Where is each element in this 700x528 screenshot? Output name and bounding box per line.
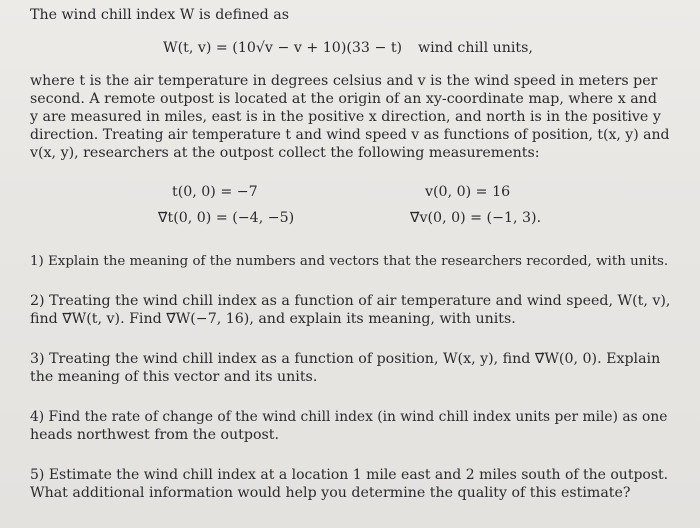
- question-5-line-1: 5) Estimate the wind chill index at a location 1 mile east and 2 miles south of the outpost.: [30, 467, 669, 483]
- question-3-line-1: 3) Treating the wind chill index as a function of position, W(x, y), find ∇⃗W(0, 0). Explain: [30, 351, 661, 367]
- setup-line-1: where t is the air temperature in degrees celsius and v is the wind speed in meters per: [30, 73, 658, 89]
- question-4-line-2: heads northwest from the outpost.: [30, 427, 279, 443]
- wind-speed-value: v(0, 0) = 16: [425, 184, 511, 200]
- question-2-line-1: 2) Treating the wind chill index as a function of air temperature and wind speed, W(t, v),: [30, 293, 671, 309]
- wind-chill-formula: W(t, v) = (10√v − v + 10)(33 − t): [163, 40, 403, 56]
- temperature-gradient: ∇⃗t(0, 0) = (−4, −5): [158, 210, 295, 226]
- setup-line-2: second. A remote outpost is located at the origin of an xy-coordinate map, where x and: [30, 91, 657, 107]
- setup-line-4: direction. Treating air temperature t and wind speed v as functions of position, t(x, y) and: [30, 127, 670, 143]
- question-3-line-2: the meaning of this vector and its units.: [30, 369, 318, 385]
- question-4-line-1: 4) Find the rate of change of the wind chill index (in wind chill index units per mile) as one: [30, 409, 668, 425]
- setup-line-3: y are measured in miles, east is in the positive x direction, and north is in the positive y: [30, 109, 661, 125]
- question-5-line-2: What additional information would help you determine the quality of this estimate?: [30, 485, 631, 501]
- temperature-value: t(0, 0) = −7: [172, 184, 258, 200]
- question-2-line-2: find ∇⃗W(t, v). Find ∇⃗W(−7, 16), and explain its meaning, with units.: [30, 311, 516, 327]
- setup-line-5: v(x, y), researchers at the outpost collect the following measurements:: [30, 145, 540, 161]
- wind-speed-gradient: ∇⃗v(0, 0) = (−1, 3).: [410, 210, 542, 226]
- intro-text: The wind chill index W is defined as: [30, 7, 290, 23]
- question-1-line-1: 1) Explain the meaning of the numbers and vectors that the researchers recorded, with units.: [30, 254, 669, 269]
- formula-units: wind chill units,: [418, 40, 533, 56]
